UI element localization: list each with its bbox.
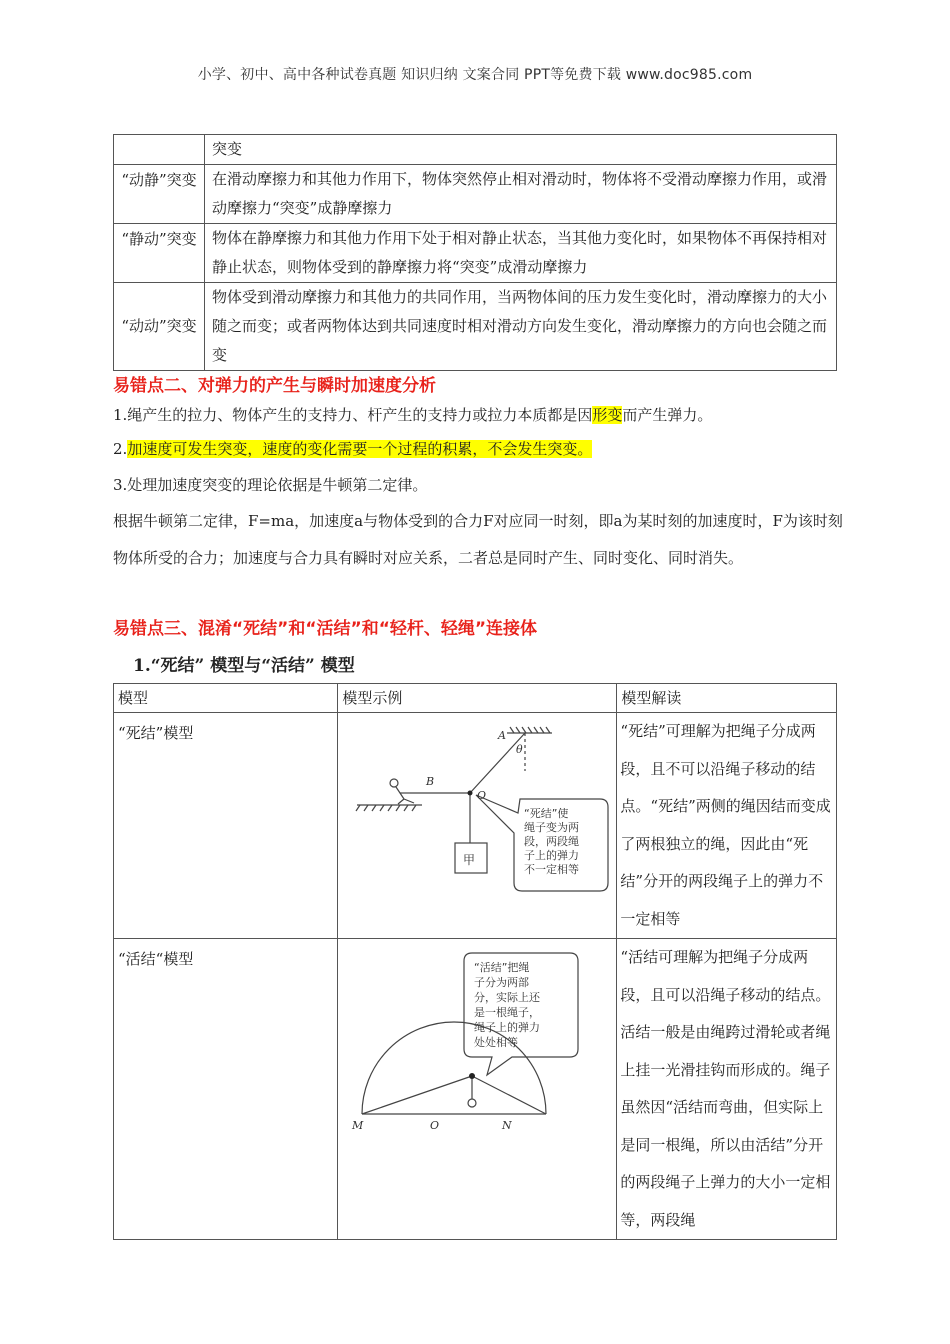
table-row (114, 283, 837, 371)
section3-subtitle: 1.“死结” 模型与“活结” 模型 (133, 656, 355, 676)
box-label: 甲 (463, 853, 476, 867)
label-b: B (426, 775, 435, 788)
hook-dot (469, 1073, 475, 1079)
row-text: 在滑动摩擦力和其他力作用下，物体突然停止相对滑动时，物体将不受滑动摩擦力作用，或滑动摩擦力“突变”成静摩擦力 (205, 165, 837, 224)
row-label: “动静”突变 (114, 165, 205, 224)
p2-num: 2. (113, 440, 128, 458)
label-a: A (498, 729, 507, 742)
label-m: M (352, 1119, 364, 1132)
table-row (114, 135, 837, 165)
model-name: “活结“模型 (114, 939, 338, 1240)
callout-line: 子上的弹力 (524, 849, 580, 862)
paragraph-3: 3.处理加速度突变的理论依据是牛顿第二定律。 (113, 476, 428, 494)
p2-highlight: 加速度可发生突变，速度的变化需要一个过程的积累，不会发生突变。 (127, 440, 593, 458)
header-model: 模型 (114, 684, 338, 713)
row-label: “静动”突变 (114, 224, 205, 283)
callout-line: 段，两段绳 (524, 835, 580, 848)
live-knot-figure (342, 939, 612, 1149)
model-desc: “活结可理解为把绳子分成两段，且可以沿绳子移动的结点。活结一般是由绳跨过滑轮或者绳上挂一光滑挂钩而形成的。绳子虽然因“活结而弯曲，但实际上是同一根绳，所以由活结”分开的两段绳子上弹力的大小一定相等，两段绳 (617, 939, 837, 1240)
row-text: 突变 (205, 135, 837, 165)
table-header-row (114, 684, 837, 713)
row-text: 物体在静摩擦力和其他力作用下处于相对静止状态，当其他力变化时，如果物体不再保持相对静止状态，则物体受到的静摩擦力将“突变”成滑动摩擦力 (205, 224, 837, 283)
model-name: “死结”模型 (114, 713, 338, 939)
table-row (114, 165, 837, 224)
callout-line: 绳子变为两 (524, 821, 580, 834)
model-desc: “死结”可理解为把绳子分成两段，且不可以沿绳子移动的结点。“死结”两侧的绳因结而变成了两根独立的绳，因此由“死结”分开的两段绳子上的弹力不一定相等 (617, 713, 837, 939)
header-reading: 模型解读 (617, 684, 837, 713)
section3-title: 易错点三、混淆“死结”和“活结”和“轻杆、轻绳”连接体 (113, 619, 538, 639)
callout-line: 处处相等 (474, 1036, 519, 1049)
table-row (114, 939, 837, 1240)
table-row (114, 224, 837, 283)
callout-line: “死结”使 (524, 807, 569, 820)
header-example: 模型示例 (338, 684, 617, 713)
callout-line: 子分为两部 (474, 976, 530, 989)
live-knot-figure-cell (338, 939, 617, 1240)
label-theta: θ (516, 743, 524, 756)
paragraph-1 (113, 397, 843, 434)
row-label: “动动”突变 (114, 283, 205, 371)
paragraph-2 (113, 431, 843, 468)
row-text: 物体受到滑动摩擦力和其他力的共同作用，当两物体间的压力发生变化时，滑动摩擦力的大小随之而变；或者两物体达到共同速度时相对滑动方向发生变化，滑动摩擦力的方向也会随之而变 (205, 283, 837, 371)
callout-line: 是一根绳子， (474, 1006, 541, 1019)
paragraph-4: 根据牛顿第二定律，F=ma，加速度a与物体受到的合力F对应同一时刻，即a为某时刻的加速度时，F为该时刻物体所受的合力；加速度与合力具有瞬时对应关系，二者总是同时产生、同时变化、同时消失。 (113, 512, 843, 567)
callout-line: 不一定相等 (524, 863, 580, 876)
knot-dot (468, 791, 473, 796)
table-row (114, 713, 837, 939)
knot-model-table (113, 683, 837, 1240)
dead-knot-figure-cell (338, 713, 617, 939)
label-o: O (430, 1119, 440, 1132)
row-label (114, 135, 205, 165)
p1-text-a: 1.绳产生的拉力、物体产生的支持力、杆产生的支持力或拉力本质都是因 (113, 406, 593, 424)
page-header: 小学、初中、高中各种试卷真题 知识归纳 文案合同 PPT等免费下载 www.doc985.com (197, 67, 753, 83)
friction-mutation-table (113, 134, 837, 371)
label-n: N (502, 1119, 513, 1132)
callout-line: “活结”把绳 (474, 961, 530, 974)
callout-line: 分，实际上还 (474, 991, 541, 1004)
section2-title: 易错点二、对弹力的产生与瞬时加速度分析 (113, 376, 436, 396)
p1-highlight: 形变 (592, 406, 623, 424)
p1-text-b: 而产生弹力。 (622, 406, 713, 424)
callout-line: 绳子上的弹力 (474, 1021, 541, 1034)
dead-knot-figure (342, 713, 612, 933)
label-o: O (477, 789, 487, 802)
